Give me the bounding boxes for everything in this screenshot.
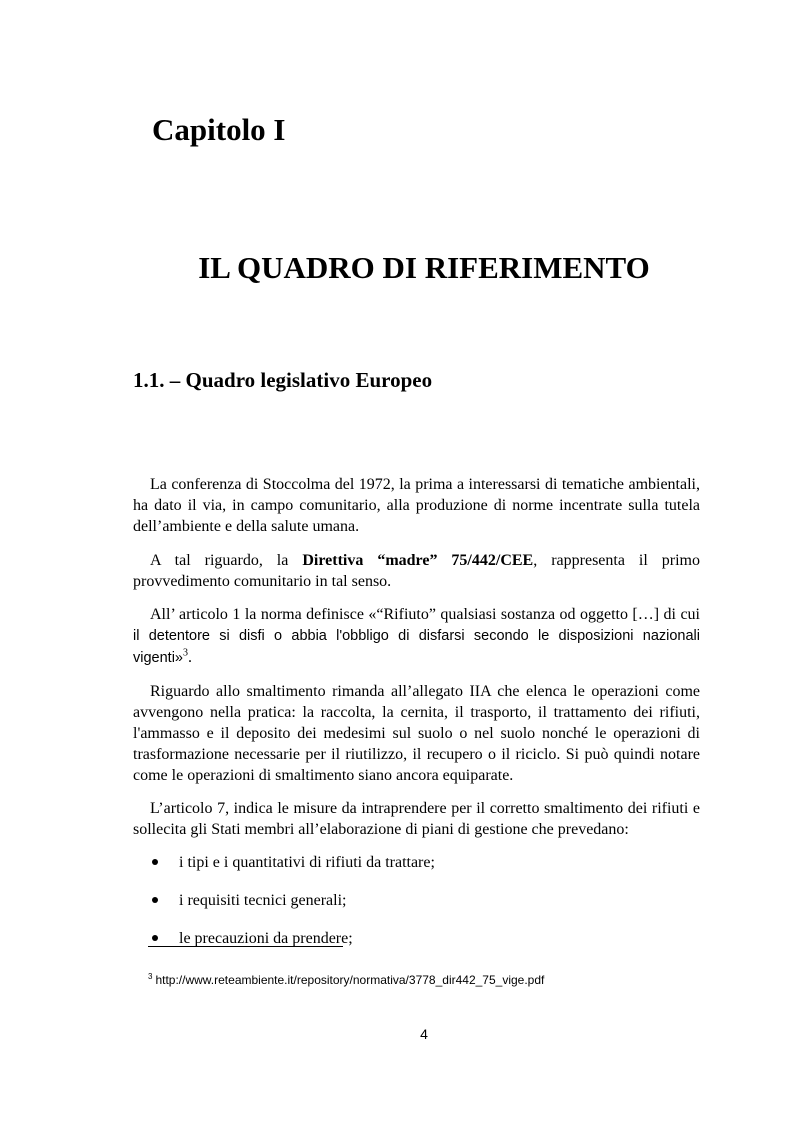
list-item-text: i requisiti tecnici generali; bbox=[179, 892, 347, 909]
paragraph-directive-lead: A tal riguardo, la bbox=[150, 552, 303, 569]
list-item-text: le precauzioni da prendere; bbox=[179, 930, 353, 947]
section-heading: 1.1. – Quadro legislativo Europeo bbox=[133, 368, 433, 392]
paragraph-directive-rest: , rappresenta il primo provvedimento comunitario in tal senso. bbox=[133, 552, 701, 590]
bullet-icon bbox=[152, 859, 158, 865]
paragraph-article-7: L’articolo 7, indica le misure da intraprendere per il corretto smaltimento dei rifiuti e sollecita gli Stati membri all’elaborazione di piani di gestione che prevedano: bbox=[133, 800, 700, 838]
directive-name: Direttiva “madre” 75/442/CEE bbox=[302, 552, 534, 569]
paragraph-article-1 bbox=[133, 604, 700, 669]
paragraph-article-1-end: . bbox=[187, 649, 192, 666]
footnote-number: 3 bbox=[148, 972, 153, 981]
list-item bbox=[133, 852, 700, 873]
paragraph-article-1-quote: il detentore si disfi o abbia l'obbligo di disfarsi secondo le disposizioni nazionali vigenti» bbox=[133, 628, 700, 666]
list-item-text: i tipi e i quantitativi di rifiuti da trattare; bbox=[179, 854, 435, 871]
footnote-reference[interactable]: 3 bbox=[182, 647, 188, 659]
footnote bbox=[148, 973, 544, 987]
chapter-title: IL QUADRO DI RIFERIMENTO bbox=[198, 250, 650, 285]
paragraph-article-1-lead: All’ articolo 1 la norma definisce «“Rifiuto” qualsiasi sostanza od oggetto […] di cui bbox=[150, 606, 700, 623]
bullet-icon bbox=[152, 897, 158, 903]
paragraph-directive bbox=[133, 550, 700, 592]
footnote-divider bbox=[148, 946, 343, 947]
body-text bbox=[133, 474, 700, 966]
footnote-link[interactable]: http://www.reteambiente.it/repository/normativa/3778_dir442_75_vige.pdf bbox=[155, 973, 545, 987]
paragraph-stockholm: La conferenza di Stoccolma del 1972, la prima a interessarsi di tematiche ambientali, ha dato il via, in campo comunitario, alla produzione di norme incentrate sulla tutela dell’ambiente e della salute umana. bbox=[133, 476, 700, 535]
list-item bbox=[133, 890, 700, 911]
bullet-list bbox=[133, 852, 700, 949]
chapter-label: Capitolo I bbox=[152, 112, 286, 147]
bullet-icon bbox=[152, 935, 158, 941]
paragraph-disposal: Riguardo allo smaltimento rimanda all’allegato IIA che elenca le operazioni come avvengono nella pratica: la raccolta, la cernita, il trasporto, il trattamento dei rifiuti, l'ammasso e il deposito dei medesimi sul suolo o nel suolo nonché le operazioni di trasformazione necessarie per il riutilizzo, il recupero o il riciclo. Si può quindi notare come le operazioni di smaltimento siano ancora equiparate. bbox=[133, 683, 700, 784]
page-number: 4 bbox=[420, 1026, 428, 1042]
